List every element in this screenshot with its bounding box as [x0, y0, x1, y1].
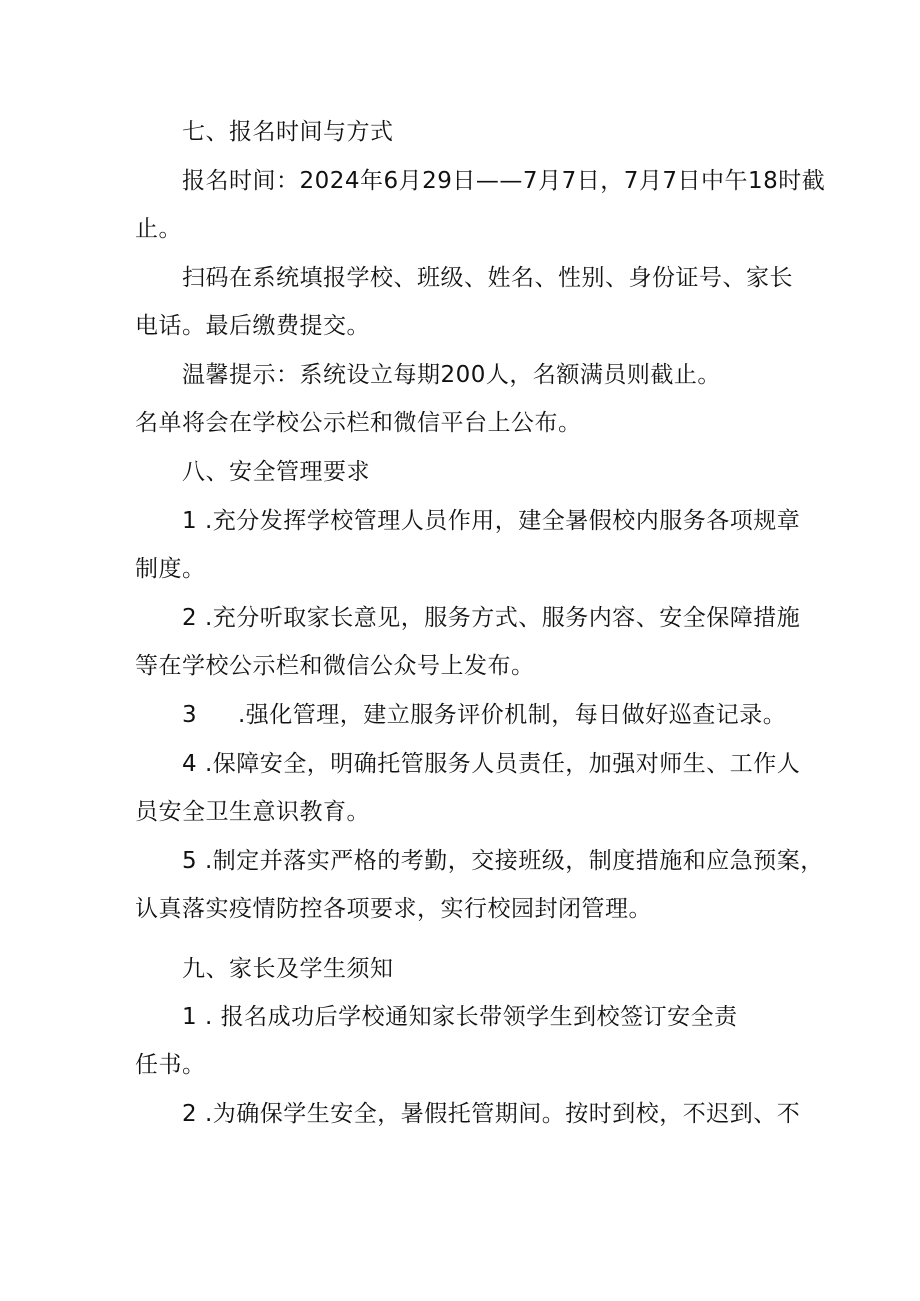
safety-item-1-line-1: 1 .充分发挥学校管理人员作用，建全暑假校内服务各项规章 — [182, 508, 801, 534]
section-8-heading: 八、安全管理要求 — [182, 459, 370, 485]
tip-line-2: 名单将会在学校公示栏和微信平台上公布。 — [135, 410, 582, 436]
registration-time-line-2: 止。 — [135, 216, 182, 242]
section-9-heading: 九、家长及学生须知 — [182, 956, 394, 982]
notice-item-2-line-1: 2 .为确保学生安全，暑假托管期间。按时到校，不迟到、不 — [182, 1101, 801, 1127]
tip-line-1: 温馨提示：系统设立每期200人，名额满员则截止。 — [182, 362, 721, 388]
notice-item-1-line-1: 1 . 报名成功后学校通知家长带领学生到校签订安全责 — [182, 1004, 738, 1030]
safety-item-5-line-1: 5 .制定并落实严格的考勤，交接班级，制度措施和应急预案， — [182, 848, 824, 874]
safety-item-3-text: .强化管理，建立服务评价机制，每日做好巡查记录。 — [238, 702, 787, 728]
safety-item-4-line-1: 4 .保障安全，明确托管服务人员责任，加强对师生、工作人 — [182, 751, 801, 777]
scan-instructions-line-1: 扫码在系统填报学校、班级、姓名、性别、身份证号、家长 — [182, 265, 793, 291]
section-7-heading: 七、报名时间与方式 — [182, 119, 394, 145]
safety-item-4-line-2: 员安全卫生意识教育。 — [135, 799, 370, 825]
registration-time-line-1: 报名时间：2024年6月29日——7月7日，7月7日中午18时截 — [182, 168, 826, 194]
safety-item-2-line-2: 等在学校公示栏和微信公众号上发布。 — [135, 653, 535, 679]
notice-item-1-line-2: 任书。 — [135, 1052, 206, 1078]
safety-item-5-line-2: 认真落实疫情防控各项要求，实行校园封闭管理。 — [135, 896, 652, 922]
safety-item-1-line-2: 制度。 — [135, 556, 206, 582]
safety-item-3-number: 3 — [182, 702, 198, 728]
safety-item-2-line-1: 2 .充分听取家长意见，服务方式、服务内容、安全保障措施 — [182, 605, 801, 631]
scan-instructions-line-2: 电话。最后缴费提交。 — [135, 313, 370, 339]
